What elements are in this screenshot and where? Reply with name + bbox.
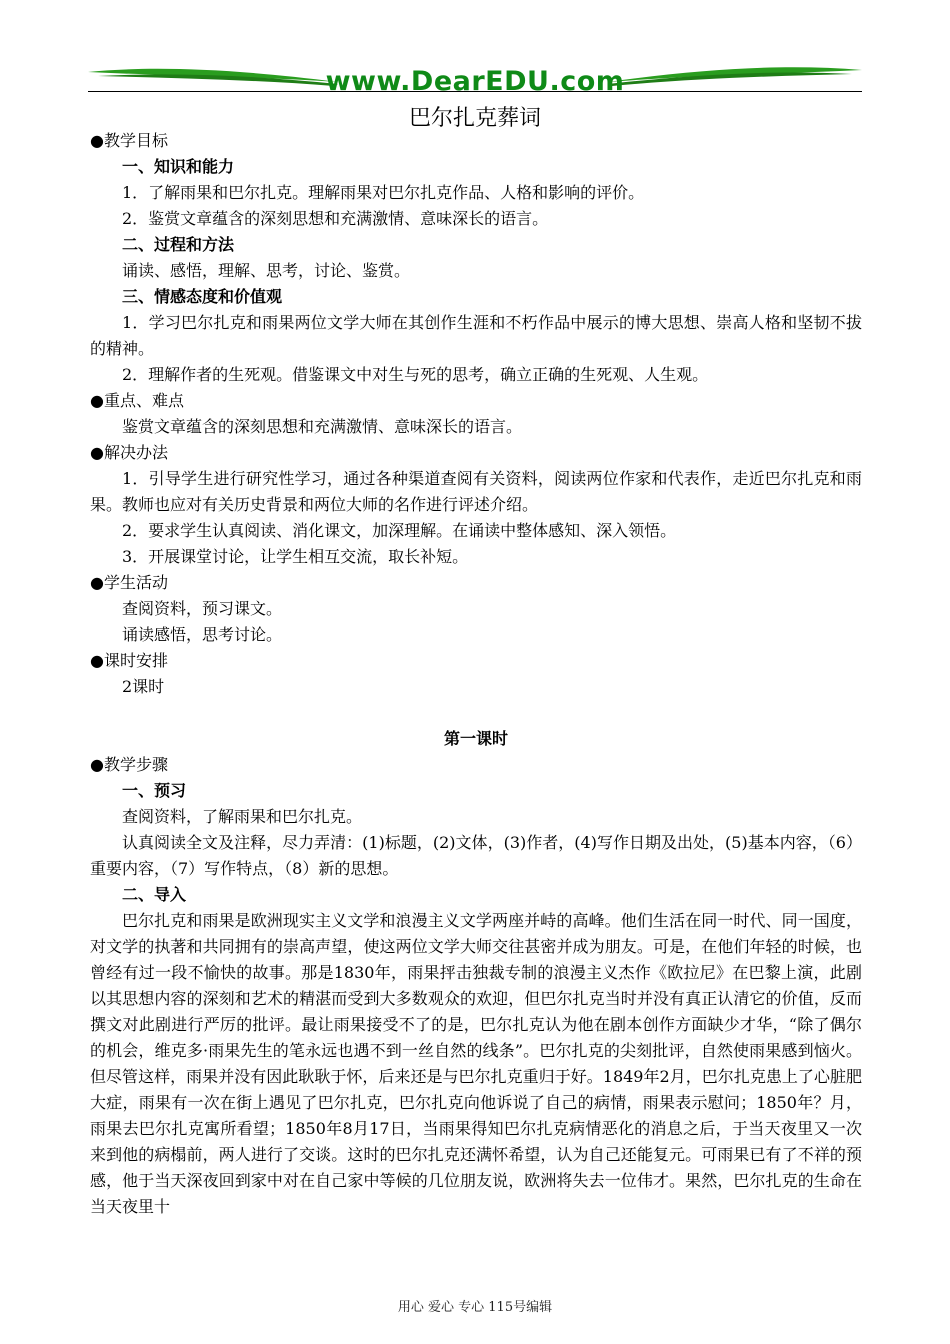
paragraph: 鉴赏文章蕴含的深刻思想和充满激情、意味深长的语言。 (122, 417, 523, 436)
subheading-knowledge: 一、知识和能力 (122, 157, 235, 176)
site-header (88, 60, 862, 100)
paragraph: 1．了解雨果和巴尔扎克。理解雨果对巴尔扎克作品、人格和影响的评价。 (122, 183, 645, 202)
header-rule (88, 91, 862, 92)
paragraph: 查阅资料，了解雨果和巴尔扎克。 (122, 807, 363, 826)
paragraph: 2．鉴赏文章蕴含的深刻思想和充满激情、意味深长的语言。 (122, 209, 549, 228)
paragraph: 诵读、感悟，理解、思考，讨论、鉴赏。 (122, 261, 411, 280)
paragraph: 巴尔扎克和雨果是欧洲现实主义文学和浪漫主义文学两座并峙的高峰。他们生活在同一时代、同一国度，对文学的执著和共同拥有的崇高声望，使这两位文学大师交往甚密并成为朋友。可是，在他们年轻的时候，也曾经有过一段不愉快的故事。那是1830年，雨果抨击独裁专制的浪漫主义杰作《欧拉尼》在巴黎上演，此剧以其思想内容的深刻和艺术的精湛而受到大多数观众的欢迎，但巴尔扎克当时并没有真正认清它的价值，反而撰文对此剧进行严厉的批评。最让雨果接受不了的是，巴尔扎克认为他在剧本创作方面缺少才华，“除了偶尔的机会，维克多·雨果先生的笔永远也遇不到一丝自然的线条”。巴尔扎克的尖刻批评，自然使雨果感到恼火。但尽管这样，雨果并没有因此耿耿于怀，后来还是与巴尔扎克重归于好。1849年2月，巴尔扎克患上了心脏肥大症，雨果有一次在街上遇见了巴尔扎克，巴尔扎克向他诉说了自己的病情，雨果表示慰问；1850年？月，雨果去巴尔扎克寓所看望；1850年8月17日，当雨果得知巴尔扎克病情恶化的消息之后，于当天夜里又一次来到他的病榻前，两人进行了交谈。这时的巴尔扎克还满怀希望，认为自己还能复元。可雨果已有了不祥的预感，他于当天深夜回到家中对在自己家中等候的几位朋友说，欧洲将失去一位伟才。果然，巴尔扎克的生命在当天夜里十 (90, 911, 862, 1216)
subheading-preview: 一、预习 (122, 781, 187, 800)
lesson-heading: 第一课时 (443, 729, 508, 748)
subheading-process: 二、过程和方法 (122, 235, 235, 254)
paragraph: 3．开展课堂讨论，让学生相互交流，取长补短。 (122, 547, 469, 566)
site-logo: www.DearEDU.com (325, 66, 625, 97)
paragraph: 认真阅读全文及注释，尽力弄清：(1)标题，(2)文体，(3)作者，(4)写作日期及出处，(5)基本内容，（6）重要内容，（7）写作特点，（8）新的思想。 (90, 833, 862, 878)
section-heading-steps: ●教学步骤 (90, 755, 168, 774)
paragraph: 查阅资料，预习课文。 (122, 599, 283, 618)
section-heading-objectives: ●教学目标 (90, 131, 168, 150)
paragraph: 2．理解作者的生死观。借鉴课文中对生与死的思考，确立正确的生死观、人生观。 (122, 365, 709, 384)
document-body (90, 128, 862, 1220)
paragraph: 1．学习巴尔扎克和雨果两位文学大师在其创作生涯和不朽作品中展示的博大思想、崇高人格和坚韧不拔的精神。 (90, 313, 862, 358)
section-heading-key-points: ●重点、难点 (90, 391, 184, 410)
subheading-introduction: 二、导入 (122, 885, 187, 904)
section-heading-solutions: ●解决办法 (90, 443, 168, 462)
paragraph: 2．要求学生认真阅读、消化课文，加深理解。在诵读中整体感知、深入领悟。 (122, 521, 677, 540)
paragraph: 2课时 (122, 677, 165, 696)
page-title: 巴尔扎克葬词 (408, 106, 541, 131)
page-footer: 用心 爱心 专心 115号编辑 (397, 1300, 553, 1315)
subheading-values: 三、情感态度和价值观 (122, 287, 283, 306)
section-heading-schedule: ●课时安排 (90, 651, 168, 670)
paragraph: 诵读感悟，思考讨论。 (122, 625, 283, 644)
section-heading-activities: ●学生活动 (90, 573, 168, 592)
paragraph: 1．引导学生进行研究性学习，通过各种渠道查阅有关资料，阅读两位作家和代表作，走近巴尔扎克和雨果。教师也应对有关历史背景和两位大师的名作进行评述介绍。 (90, 469, 862, 514)
